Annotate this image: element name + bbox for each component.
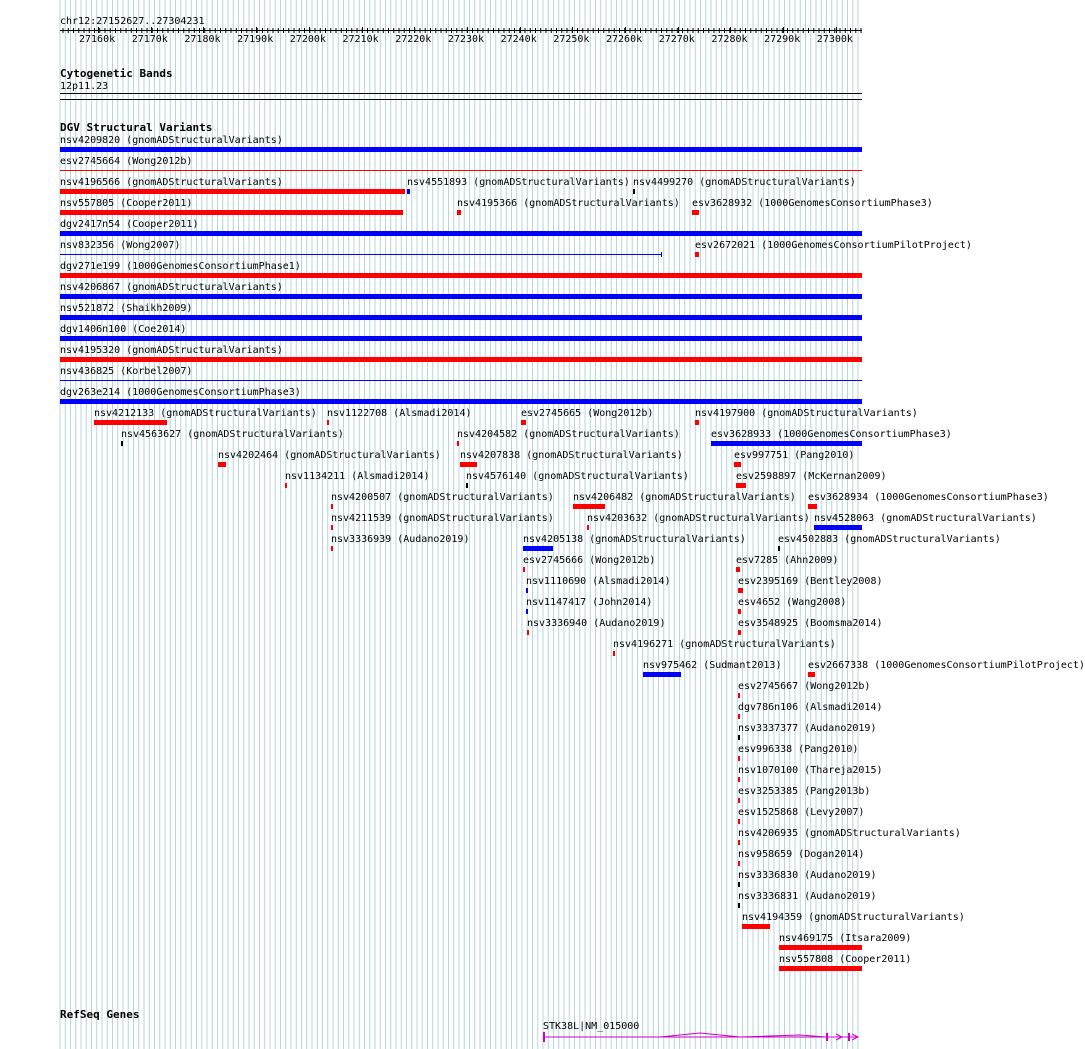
- variant-bar[interactable]: [60, 210, 403, 215]
- cyto-track-title: Cytogenetic Bands: [60, 67, 173, 80]
- variant-bar[interactable]: [738, 882, 740, 887]
- ruler-major-tick: [309, 27, 310, 33]
- ruler-major-tick: [98, 27, 99, 33]
- variant-label[interactable]: esv2395169 (Bentley2008): [738, 576, 883, 587]
- variant-label[interactable]: nsv975462 (Sudmant2013): [643, 660, 782, 671]
- refseq-track-title: RefSeq Genes: [60, 1008, 140, 1021]
- ruler-range-label: chr12:27152627..27304231: [60, 16, 205, 27]
- ruler-tick-label: 27170k: [131, 34, 168, 45]
- variant-bar[interactable]: [327, 420, 329, 425]
- variant-label[interactable]: nsv4207838 (gnomADStructuralVariants): [460, 450, 683, 461]
- ruler-major-tick: [783, 27, 784, 33]
- variant-label[interactable]: dgv1406n100 (Coe2014): [60, 324, 187, 335]
- ruler-major-tick: [836, 27, 837, 33]
- variant-bar[interactable]: [738, 819, 740, 824]
- variant-label[interactable]: nsv1147417 (John2014): [526, 597, 653, 608]
- variant-label[interactable]: esv2745666 (Wong2012b): [523, 555, 656, 566]
- variant-label[interactable]: esv3628934 (1000GenomesConsortiumPhase3): [808, 492, 1049, 503]
- variant-bar-end: [661, 252, 662, 257]
- variant-bar[interactable]: [521, 420, 526, 425]
- variant-label[interactable]: dgv263e214 (1000GenomesConsortiumPhase3): [60, 387, 301, 398]
- variant-label[interactable]: nsv4551893 (gnomADStructuralVariants): [407, 177, 630, 188]
- variant-bar[interactable]: [711, 441, 862, 446]
- variant-label[interactable]: nsv832356 (Wong2007): [60, 240, 181, 251]
- ruler-major-tick: [467, 27, 468, 33]
- ruler-tick-label: 27280k: [711, 34, 748, 45]
- variant-label[interactable]: esv2667338 (1000GenomesConsortiumPilotProject): [808, 660, 1085, 671]
- variant-bar[interactable]: [60, 273, 862, 278]
- variant-label[interactable]: esv2745664 (Wong2012b): [60, 156, 193, 167]
- variant-label[interactable]: nsv4200507 (gnomADStructuralVariants): [331, 492, 554, 503]
- dgv-track-title: DGV Structural Variants: [60, 121, 213, 134]
- variant-label[interactable]: esv4502883 (gnomADStructuralVariants): [778, 534, 1001, 545]
- variant-label[interactable]: nsv436825 (Korbel2007): [60, 366, 193, 377]
- variant-label[interactable]: nsv557808 (Cooper2011): [779, 954, 912, 965]
- variant-label[interactable]: nsv1110690 (Alsmadi2014): [526, 576, 671, 587]
- variant-label[interactable]: nsv4528063 (gnomADStructuralVariants): [814, 513, 1037, 524]
- variant-bar[interactable]: [734, 462, 741, 467]
- variant-label[interactable]: nsv4197900 (gnomADStructuralVariants): [695, 408, 918, 419]
- ruler-tick-label: 27250k: [553, 34, 590, 45]
- variant-label[interactable]: esv2745667 (Wong2012b): [738, 681, 871, 692]
- ruler-major-tick: [414, 27, 415, 33]
- variant-bar[interactable]: [738, 609, 741, 614]
- variant-label[interactable]: nsv4195366 (gnomADStructuralVariants): [457, 198, 680, 209]
- variant-label[interactable]: nsv4563627 (gnomADStructuralVariants): [121, 429, 344, 440]
- variant-label[interactable]: esv7285 (Ahn2009): [736, 555, 839, 566]
- variant-bar[interactable]: [466, 483, 468, 488]
- variant-label[interactable]: nsv4203632 (gnomADStructuralVariants): [587, 513, 810, 524]
- variant-bar[interactable]: [94, 420, 167, 425]
- variant-bar[interactable]: [60, 254, 662, 255]
- variant-bar[interactable]: [738, 903, 740, 908]
- variant-bar[interactable]: [738, 798, 740, 803]
- ruler-major-tick: [520, 27, 521, 33]
- ruler-tick-label: 27240k: [500, 34, 537, 45]
- variant-bar[interactable]: [460, 462, 477, 467]
- variant-bar[interactable]: [331, 525, 333, 530]
- ruler-tick-label: 27230k: [447, 34, 485, 45]
- cyto-band-top: [60, 93, 862, 94]
- variant-bar[interactable]: [60, 336, 862, 341]
- ruler-major-tick: [572, 27, 573, 33]
- variant-bar[interactable]: [742, 924, 770, 929]
- variant-bar[interactable]: [633, 189, 635, 194]
- variant-bar[interactable]: [457, 210, 461, 215]
- variant-label[interactable]: nsv4196566 (gnomADStructuralVariants): [60, 177, 283, 188]
- variant-label[interactable]: nsv4206867 (gnomADStructuralVariants): [60, 282, 283, 293]
- variant-label[interactable]: nsv4195320 (gnomADStructuralVariants): [60, 345, 283, 356]
- variant-label[interactable]: nsv4205138 (gnomADStructuralVariants): [523, 534, 746, 545]
- variant-bar[interactable]: [60, 357, 862, 362]
- variant-label[interactable]: nsv4211539 (gnomADStructuralVariants): [331, 513, 554, 524]
- ruler-major-tick: [256, 27, 257, 33]
- variant-bar[interactable]: [573, 504, 605, 509]
- gene-model[interactable]: [0, 1030, 890, 1044]
- variant-bar[interactable]: [523, 546, 553, 551]
- variant-bar[interactable]: [643, 672, 681, 677]
- variant-bar[interactable]: [695, 252, 699, 257]
- variant-bar[interactable]: [60, 189, 405, 194]
- variant-bar[interactable]: [738, 693, 740, 698]
- variant-bar[interactable]: [60, 147, 862, 152]
- gene-label[interactable]: STK38L|NM_015000: [543, 1021, 640, 1032]
- variant-label[interactable]: esv996338 (Pang2010): [738, 744, 859, 755]
- variant-label[interactable]: nsv1122708 (Alsmadi2014): [327, 408, 472, 419]
- ruler-tick-label: 27270k: [658, 34, 695, 45]
- variant-label[interactable]: dgv271e199 (1000GenomesConsortiumPhase1): [60, 261, 301, 272]
- variant-bar[interactable]: [738, 630, 741, 635]
- ruler-tick-label: 27180k: [184, 34, 221, 45]
- variant-bar[interactable]: [736, 567, 740, 572]
- variant-label[interactable]: nsv4196271 (gnomADStructuralVariants): [613, 639, 836, 650]
- variant-bar[interactable]: [738, 756, 740, 761]
- variant-bar[interactable]: [121, 441, 123, 446]
- variant-label[interactable]: esv3253385 (Pang2013b): [738, 786, 871, 797]
- variant-bar[interactable]: [60, 231, 862, 236]
- variant-bar[interactable]: [526, 588, 528, 593]
- variant-label[interactable]: esv4652 (Wang2008): [738, 597, 847, 608]
- ruler-major-tick: [730, 27, 731, 33]
- variant-label[interactable]: nsv4576140 (gnomADStructuralVariants): [466, 471, 689, 482]
- variant-bar[interactable]: [613, 651, 615, 656]
- variant-label[interactable]: esv2745665 (Wong2012b): [521, 408, 654, 419]
- variant-label[interactable]: nsv4206935 (gnomADStructuralVariants): [738, 828, 961, 839]
- variant-label[interactable]: esv997751 (Pang2010): [734, 450, 855, 461]
- variant-bar[interactable]: [738, 588, 743, 593]
- variant-label[interactable]: nsv4499270 (gnomADStructuralVariants): [633, 177, 856, 188]
- variant-bar[interactable]: [738, 861, 740, 866]
- ruler-major-tick: [678, 27, 679, 33]
- variant-bar[interactable]: [814, 525, 862, 530]
- ruler-major-tick: [203, 27, 204, 33]
- variant-bar[interactable]: [331, 504, 333, 509]
- cyto-band-label: 12p11.23: [60, 81, 109, 92]
- variant-label[interactable]: nsv557805 (Cooper2011): [60, 198, 193, 209]
- variant-bar[interactable]: [587, 525, 589, 530]
- variant-bar[interactable]: [407, 189, 410, 194]
- variant-bar[interactable]: [457, 441, 459, 446]
- variant-bar[interactable]: [692, 210, 699, 215]
- variant-label[interactable]: nsv3337377 (Audano2019): [738, 723, 877, 734]
- variant-label[interactable]: nsv521872 (Shaikh2009): [60, 303, 193, 314]
- variant-bar[interactable]: [779, 945, 862, 950]
- variant-label[interactable]: esv3628933 (1000GenomesConsortiumPhase3): [711, 429, 952, 440]
- ruler-tick-label: 27290k: [764, 34, 801, 45]
- variant-label[interactable]: nsv1070100 (Thareja2015): [738, 765, 883, 776]
- variant-label[interactable]: nsv1134211 (Alsmadi2014): [285, 471, 430, 482]
- variant-bar[interactable]: [60, 170, 862, 171]
- ruler-tick-label: 27200k: [289, 34, 326, 45]
- variant-label[interactable]: nsv3336831 (Audano2019): [738, 891, 877, 902]
- variant-label[interactable]: nsv4194359 (gnomADStructuralVariants): [742, 912, 965, 923]
- variant-bar[interactable]: [60, 315, 862, 320]
- variant-label[interactable]: nsv958659 (Dogan2014): [738, 849, 865, 860]
- ruler-major-tick: [362, 27, 363, 33]
- variant-label[interactable]: esv1525868 (Levy2007): [738, 807, 865, 818]
- variant-bar[interactable]: [738, 714, 740, 719]
- variant-label[interactable]: nsv3336939 (Audano2019): [331, 534, 470, 545]
- variant-label[interactable]: esv3628932 (1000GenomesConsortiumPhase3): [692, 198, 933, 209]
- variant-bar[interactable]: [779, 966, 862, 971]
- ruler-major-tick: [151, 27, 152, 33]
- variant-bar[interactable]: [527, 630, 529, 635]
- variant-label[interactable]: nsv4209820 (gnomADStructuralVariants): [60, 135, 283, 146]
- variant-label[interactable]: nsv4202464 (gnomADStructuralVariants): [218, 450, 441, 461]
- variant-label[interactable]: nsv4212133 (gnomADStructuralVariants): [94, 408, 317, 419]
- variant-label[interactable]: nsv3336830 (Audano2019): [738, 870, 877, 881]
- ruler-major-tick: [625, 27, 626, 33]
- variant-bar[interactable]: [778, 546, 780, 551]
- ruler-tick-label: 27190k: [237, 34, 274, 45]
- variant-bar[interactable]: [60, 294, 862, 299]
- variant-label[interactable]: esv3548925 (Boomsma2014): [738, 618, 883, 629]
- variant-label[interactable]: nsv4204582 (gnomADStructuralVariants): [457, 429, 680, 440]
- variant-bar[interactable]: [738, 840, 740, 845]
- variant-label[interactable]: esv2598897 (McKernan2009): [736, 471, 887, 482]
- variant-label[interactable]: esv2672021 (1000GenomesConsortiumPilotProject): [695, 240, 972, 251]
- variant-bar[interactable]: [736, 483, 746, 488]
- ruler-tick-label: 27210k: [342, 34, 379, 45]
- variant-bar[interactable]: [808, 672, 815, 677]
- cyto-band-bottom: [60, 99, 862, 100]
- ruler-tick-label: 27160k: [79, 34, 116, 45]
- variant-bar[interactable]: [695, 420, 699, 425]
- variant-label[interactable]: dgv2417n54 (Cooper2011): [60, 219, 199, 230]
- ruler-tick-label: 27300k: [816, 34, 853, 45]
- variant-label[interactable]: dgv786n106 (Alsmadi2014): [738, 702, 883, 713]
- variant-bar[interactable]: [285, 483, 287, 488]
- variant-label[interactable]: nsv3336940 (Audano2019): [527, 618, 666, 629]
- variant-bar[interactable]: [526, 609, 528, 614]
- variant-bar[interactable]: [60, 399, 862, 404]
- ruler-tick-label: 27260k: [606, 34, 643, 45]
- variant-label[interactable]: nsv4206482 (gnomADStructuralVariants): [573, 492, 796, 503]
- variant-bar[interactable]: [738, 735, 740, 740]
- variant-bar[interactable]: [218, 462, 226, 467]
- ruler-tick-label: 27220k: [395, 34, 432, 45]
- variant-bar[interactable]: [60, 380, 862, 381]
- variant-bar[interactable]: [738, 777, 740, 782]
- variant-bar[interactable]: [331, 546, 333, 551]
- variant-label[interactable]: nsv469175 (Itsara2009): [779, 933, 912, 944]
- variant-bar[interactable]: [523, 567, 525, 572]
- variant-bar[interactable]: [808, 504, 817, 509]
